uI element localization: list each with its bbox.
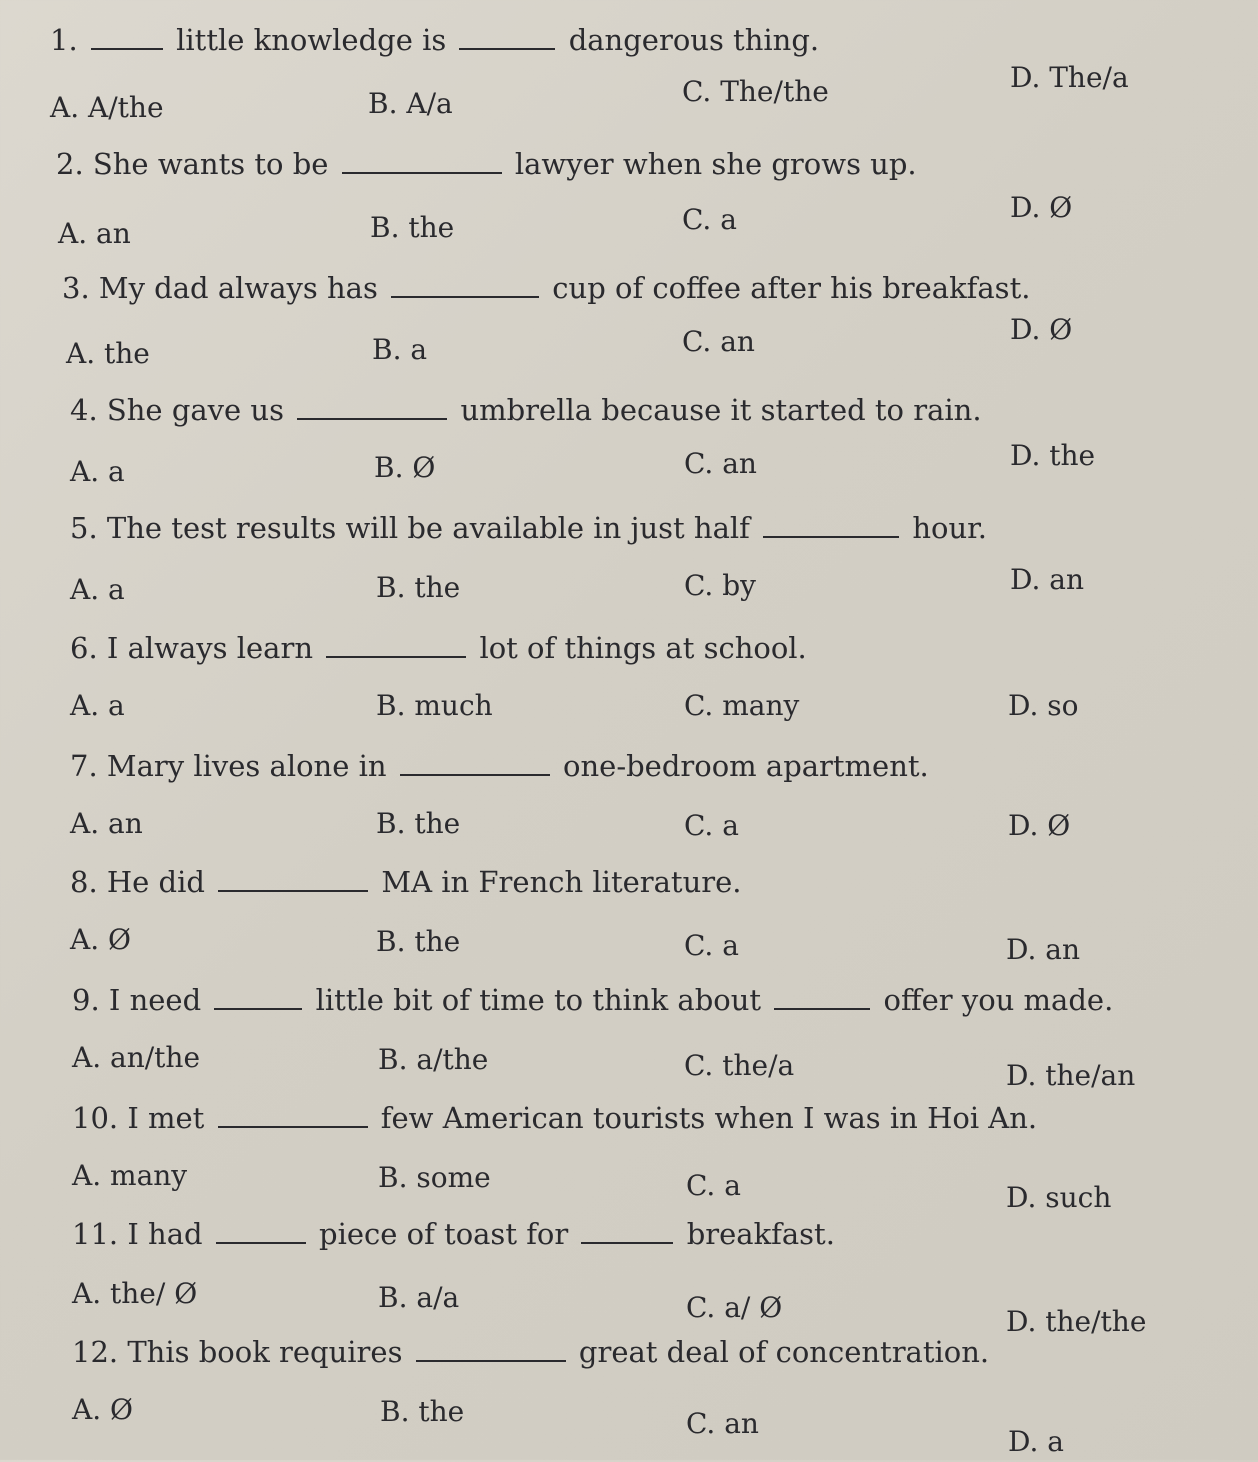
- option-c[interactable]: C. a: [684, 809, 739, 842]
- question-number: 1.: [50, 23, 78, 57]
- question-5: [0, 506, 1258, 624]
- stem-text: hour.: [912, 511, 988, 545]
- option-b[interactable]: B. much: [376, 689, 493, 722]
- option-a[interactable]: A. A/the: [50, 91, 164, 124]
- stem-text: She gave us: [106, 393, 284, 427]
- option-a[interactable]: A. the: [66, 337, 150, 370]
- question-stem: [70, 388, 982, 432]
- option-b[interactable]: B. the: [376, 925, 461, 958]
- question-number: 4.: [70, 393, 98, 427]
- answer-blank[interactable]: [459, 22, 555, 50]
- stem-text: The test results will be available in just half: [106, 511, 750, 545]
- option-c[interactable]: C. an: [686, 1407, 759, 1440]
- option-d[interactable]: D. Ø: [1010, 313, 1073, 346]
- question-11: [0, 1212, 1258, 1338]
- option-c[interactable]: C. the/a: [684, 1049, 795, 1082]
- question-stem: [56, 142, 917, 186]
- option-a[interactable]: A. an: [58, 217, 131, 250]
- question-8: [0, 860, 1258, 978]
- question-2: [0, 142, 1258, 260]
- option-a[interactable]: A. an/the: [72, 1041, 201, 1074]
- option-d[interactable]: D. an: [1010, 563, 1084, 596]
- option-c[interactable]: C. a: [682, 203, 737, 236]
- stem-text: My dad always has: [98, 271, 378, 305]
- option-b[interactable]: B. a/a: [378, 1281, 460, 1314]
- stem-text: great deal of concentration.: [578, 1335, 990, 1369]
- option-a[interactable]: A. many: [72, 1159, 188, 1192]
- question-number: 8.: [70, 865, 98, 899]
- stem-text: offer you made.: [883, 983, 1114, 1017]
- question-number: 7.: [70, 749, 98, 783]
- option-d[interactable]: D. the: [1010, 439, 1096, 472]
- answer-blank[interactable]: [218, 1100, 368, 1128]
- question-number: 12.: [72, 1335, 119, 1369]
- question-stem: [70, 860, 742, 904]
- answer-blank[interactable]: [391, 270, 539, 298]
- stem-text: lawyer when she grows up.: [514, 147, 917, 181]
- option-b[interactable]: B. the: [380, 1395, 465, 1428]
- option-c[interactable]: C. an: [682, 325, 755, 358]
- option-d[interactable]: D. The/a: [1010, 61, 1129, 94]
- option-a[interactable]: A. a: [70, 455, 125, 488]
- question-number: 6.: [70, 631, 98, 665]
- option-a[interactable]: A. a: [70, 689, 125, 722]
- option-d[interactable]: D. so: [1008, 689, 1079, 722]
- stem-text: little knowledge is: [176, 23, 447, 57]
- option-a[interactable]: A. Ø: [70, 923, 131, 956]
- option-d[interactable]: D. the/the: [1006, 1305, 1147, 1338]
- question-stem: [72, 1096, 1037, 1140]
- stem-text: umbrella because it started to rain.: [460, 393, 982, 427]
- option-b[interactable]: B. Ø: [374, 451, 436, 484]
- question-12: [0, 1330, 1258, 1458]
- stem-text: Mary lives alone in: [106, 749, 387, 783]
- question-stem: [72, 1330, 989, 1374]
- option-c[interactable]: C. by: [684, 569, 756, 602]
- question-number: 9.: [72, 983, 100, 1017]
- stem-text: She wants to be: [92, 147, 329, 181]
- stem-text: cup of coffee after his breakfast.: [552, 271, 1031, 305]
- question-stem: [50, 18, 819, 62]
- question-number: 3.: [62, 271, 90, 305]
- question-stem: [72, 1212, 835, 1256]
- option-a[interactable]: A. a: [70, 573, 125, 606]
- option-c[interactable]: C. The/the: [682, 75, 829, 108]
- option-c[interactable]: C. a: [686, 1169, 741, 1202]
- option-d[interactable]: D. Ø: [1008, 809, 1071, 842]
- option-c[interactable]: C. a: [684, 929, 739, 962]
- answer-blank[interactable]: [763, 510, 899, 538]
- stem-text: one-bedroom apartment.: [563, 749, 929, 783]
- answer-blank[interactable]: [297, 392, 447, 420]
- question-1: [0, 18, 1258, 136]
- option-d[interactable]: D. the/an: [1006, 1059, 1136, 1092]
- stem-text: breakfast.: [686, 1217, 835, 1251]
- stem-text: This book requires: [127, 1335, 403, 1369]
- question-number: 2.: [56, 147, 84, 181]
- answer-blank[interactable]: [91, 22, 163, 50]
- question-10: [0, 1096, 1258, 1214]
- option-d[interactable]: D. an: [1006, 933, 1080, 966]
- option-c[interactable]: C. a/ Ø: [686, 1291, 783, 1324]
- question-4: [0, 388, 1258, 506]
- answer-blank[interactable]: [342, 146, 502, 174]
- answer-blank[interactable]: [416, 1334, 566, 1362]
- option-b[interactable]: B. the: [376, 571, 461, 604]
- stem-text: lot of things at school.: [479, 631, 807, 665]
- stem-text: I met: [127, 1101, 205, 1135]
- answer-blank[interactable]: [214, 982, 302, 1010]
- stem-text: little bit of time to think about: [315, 983, 762, 1017]
- stem-text: I had: [127, 1217, 203, 1251]
- stem-text: dangerous thing.: [568, 23, 820, 57]
- question-stem: [70, 626, 807, 670]
- question-stem: [62, 266, 1030, 310]
- option-b[interactable]: B. some: [378, 1161, 491, 1194]
- question-7: [0, 744, 1258, 862]
- question-stem: [70, 744, 929, 788]
- question-number: 10.: [72, 1101, 119, 1135]
- option-a[interactable]: A. the/ Ø: [72, 1277, 198, 1310]
- option-b[interactable]: B. A/a: [368, 87, 453, 120]
- option-b[interactable]: B. a: [372, 333, 428, 366]
- option-b[interactable]: B. the: [376, 807, 461, 840]
- stem-text: few American tourists when I was in Hoi An.: [380, 1101, 1038, 1135]
- answer-blank[interactable]: [581, 1216, 673, 1244]
- option-d[interactable]: D. Ø: [1010, 191, 1073, 224]
- option-d[interactable]: D. such: [1006, 1181, 1112, 1214]
- option-d[interactable]: D. a: [1008, 1425, 1064, 1458]
- answer-blank[interactable]: [326, 630, 466, 658]
- question-stem: [72, 978, 1113, 1022]
- answer-blank[interactable]: [216, 1216, 306, 1244]
- answer-blank[interactable]: [774, 982, 870, 1010]
- option-a[interactable]: A. an: [70, 807, 143, 840]
- stem-text: MA in French literature.: [381, 865, 742, 899]
- option-b[interactable]: B. a/the: [378, 1043, 489, 1076]
- question-6: [0, 626, 1258, 744]
- option-a[interactable]: A. Ø: [72, 1393, 133, 1426]
- option-c[interactable]: C. an: [684, 447, 757, 480]
- question-number: 5.: [70, 511, 98, 545]
- answer-blank[interactable]: [400, 748, 550, 776]
- stem-text: I always learn: [106, 631, 313, 665]
- stem-text: He did: [106, 865, 205, 899]
- stem-text: piece of toast for: [319, 1217, 569, 1251]
- option-b[interactable]: B. the: [370, 211, 455, 244]
- question-3: [0, 266, 1258, 384]
- answer-blank[interactable]: [218, 864, 368, 892]
- question-stem: [70, 506, 987, 550]
- question-9: [0, 978, 1258, 1096]
- option-c[interactable]: C. many: [684, 689, 800, 722]
- stem-text: I need: [108, 983, 202, 1017]
- question-number: 11.: [72, 1217, 119, 1251]
